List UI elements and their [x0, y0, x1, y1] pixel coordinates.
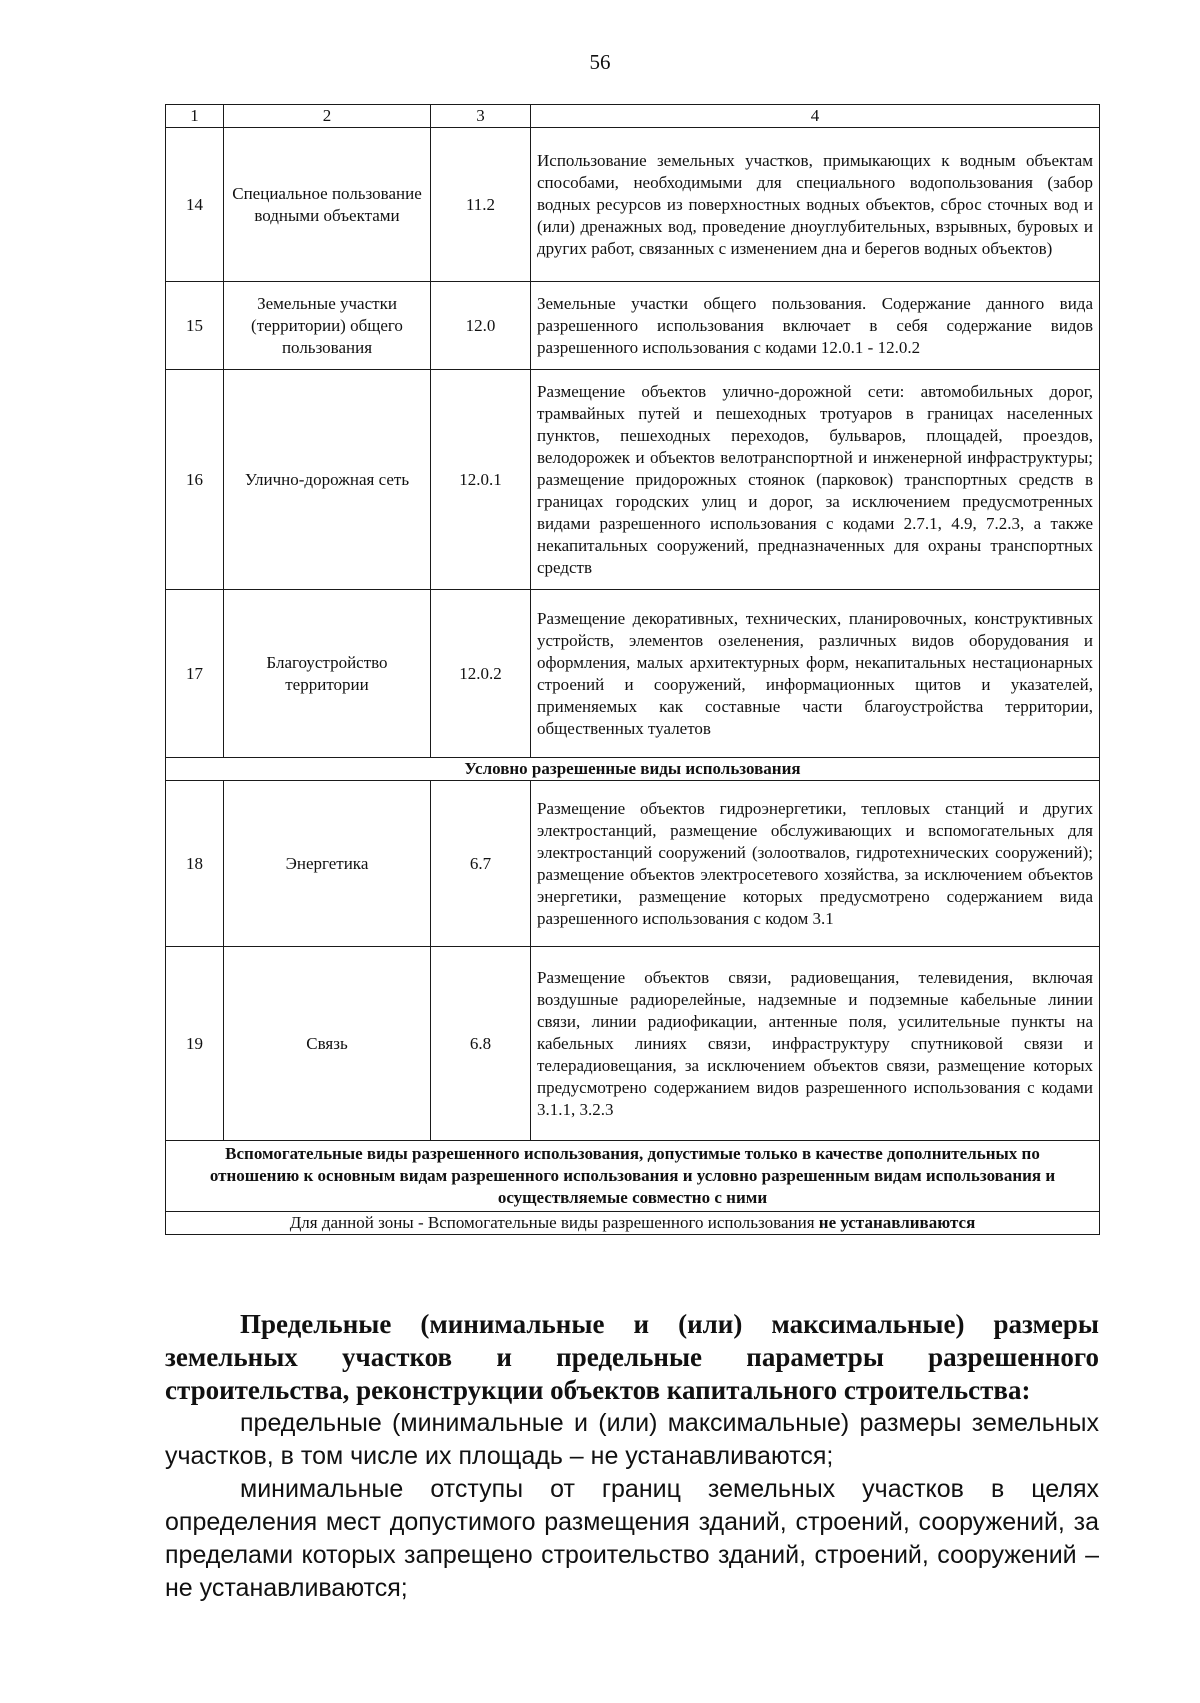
conditional-section-row [166, 758, 1100, 781]
row-number: 19 [166, 947, 224, 1141]
table-row [166, 781, 1100, 947]
use-type-name: Земельные участки (территории) общего пользования [224, 282, 431, 370]
use-description: Размещение объектов гидроэнергетики, тепловых станций и других электростанций, размещение обслуживающих и вспомогательных для электростанций сооружений (золоотвалов, гидротехнических сооружений); размещение объектов электросетевого хозяйства, за исключением объектов энергетики, размещение которых предусмотрено содержанием вида разрешенного использования с кодом 3.1 [531, 781, 1100, 947]
table-row [166, 947, 1100, 1141]
table-header-row [166, 105, 1100, 128]
header-cell: 1 [166, 105, 224, 128]
auxiliary-note-emphasis: не устанавливаются [818, 1213, 976, 1232]
use-description: Земельные участки общего пользования. Содержание данного вида разрешенного использования включает в себя содержание видов разрешенного использования с кодами 12.0.1 - 12.0.2 [531, 282, 1100, 370]
parameters-paragraph: минимальные отступы от границ земельных участков в целях определения мест допустимого размещения зданий, строений, сооружений, за пределами которых запрещено строительство зданий, строений, сооружений – не устанавливаются; [165, 1475, 1099, 1602]
table-row [166, 128, 1100, 282]
use-type-name: Улично-дорожная сеть [224, 370, 431, 590]
use-code: 6.8 [431, 947, 531, 1141]
parameters-heading: Предельные (минимальные и (или) максимальные) размеры земельных участков и предельные параметры разрешенного строительства, реконструкции объектов капитального строительства: [165, 1309, 1099, 1405]
use-code: 12.0.2 [431, 590, 531, 758]
use-type-name: Энергетика [224, 781, 431, 947]
parameters-section [165, 1308, 1099, 1605]
page-number: 56 [589, 50, 611, 74]
header-cell: 2 [224, 105, 431, 128]
row-number: 15 [166, 282, 224, 370]
row-number: 14 [166, 128, 224, 282]
auxiliary-note-text: Для данной зоны - Вспомогательные виды разрешенного использования [289, 1213, 819, 1232]
use-description: Размещение объектов улично-дорожной сети: автомобильных дорог, трамвайных путей и пешеходных тротуаров в границах населенных пунктов, пешеходных переходов, бульваров, площадей, проездов, велодорожек и объектов велотранспортной и инженерной инфраструктуры; размещение придорожных стоянок (парковок) транспортных средств в границах городских улиц и дорог, за исключением предусмотренных видами разрешенного использования с кодами 2.7.1, 4.9, 7.2.3, а также некапитальных сооружений, предназначенных для охраны транспортных средств [531, 370, 1100, 590]
use-code: 11.2 [431, 128, 531, 282]
header-cell: 4 [531, 105, 1100, 128]
table-row [166, 370, 1100, 590]
use-type-name: Связь [224, 947, 431, 1141]
use-code: 12.0.1 [431, 370, 531, 590]
use-type-name: Благоустройство территории [224, 590, 431, 758]
auxiliary-note-row [166, 1212, 1100, 1235]
use-type-name: Специальное пользование водными объектами [224, 128, 431, 282]
row-number: 16 [166, 370, 224, 590]
header-cell: 3 [431, 105, 531, 128]
table-row [166, 282, 1100, 370]
row-number: 18 [166, 781, 224, 947]
use-description: Размещение объектов связи, радиовещания, телевидения, включая воздушные радиорелейные, надземные и подземные кабельные линии связи, линии радиофикации, антенные поля, усилительные пункты на кабельных линиях связи, инфраструктуру спутниковой связи и телерадиовещания, за исключением объектов связи, размещение которых предусмотрено содержанием видов разрешенного использования с кодами 3.1.1, 3.2.3 [531, 947, 1100, 1141]
table-row [166, 590, 1100, 758]
auxiliary-section-row [166, 1141, 1100, 1212]
use-description: Размещение декоративных, технических, планировочных, конструктивных устройств, элементов озеленения, различных видов оборудования и оформления, малых архитектурных форм, некапитальных нестационарных строений и сооружений, информационных щитов и указателей, применяемых как составные части благоустройства территории, общественных туалетов [531, 590, 1100, 758]
use-description: Использование земельных участков, примыкающих к водным объектам способами, необходимыми для специального водопользования (забор водных ресурсов из поверхностных водных объектов, сброс сточных вод и (или) дренажных вод, проведение дноуглубительных, взрывных, буровых и других работ, связанных с изменением дна и берегов водных объектов) [531, 128, 1100, 282]
parameters-paragraph: предельные (минимальные и (или) максимальные) размеры земельных участков, в том числе их площадь – не устанавливаются; [165, 1409, 1099, 1470]
row-number: 17 [166, 590, 224, 758]
conditional-section-heading: Условно разрешенные виды использования [166, 758, 1100, 781]
auxiliary-section-heading: Вспомогательные виды разрешенного использования, допустимые только в качестве дополнительных по отношению к основным видам разрешенного использования и условно разрешенным видам использования и осуществляемые совместно с ними [166, 1141, 1100, 1212]
use-code: 6.7 [431, 781, 531, 947]
use-code: 12.0 [431, 282, 531, 370]
land-use-table [165, 104, 1100, 1235]
auxiliary-note [166, 1212, 1100, 1235]
